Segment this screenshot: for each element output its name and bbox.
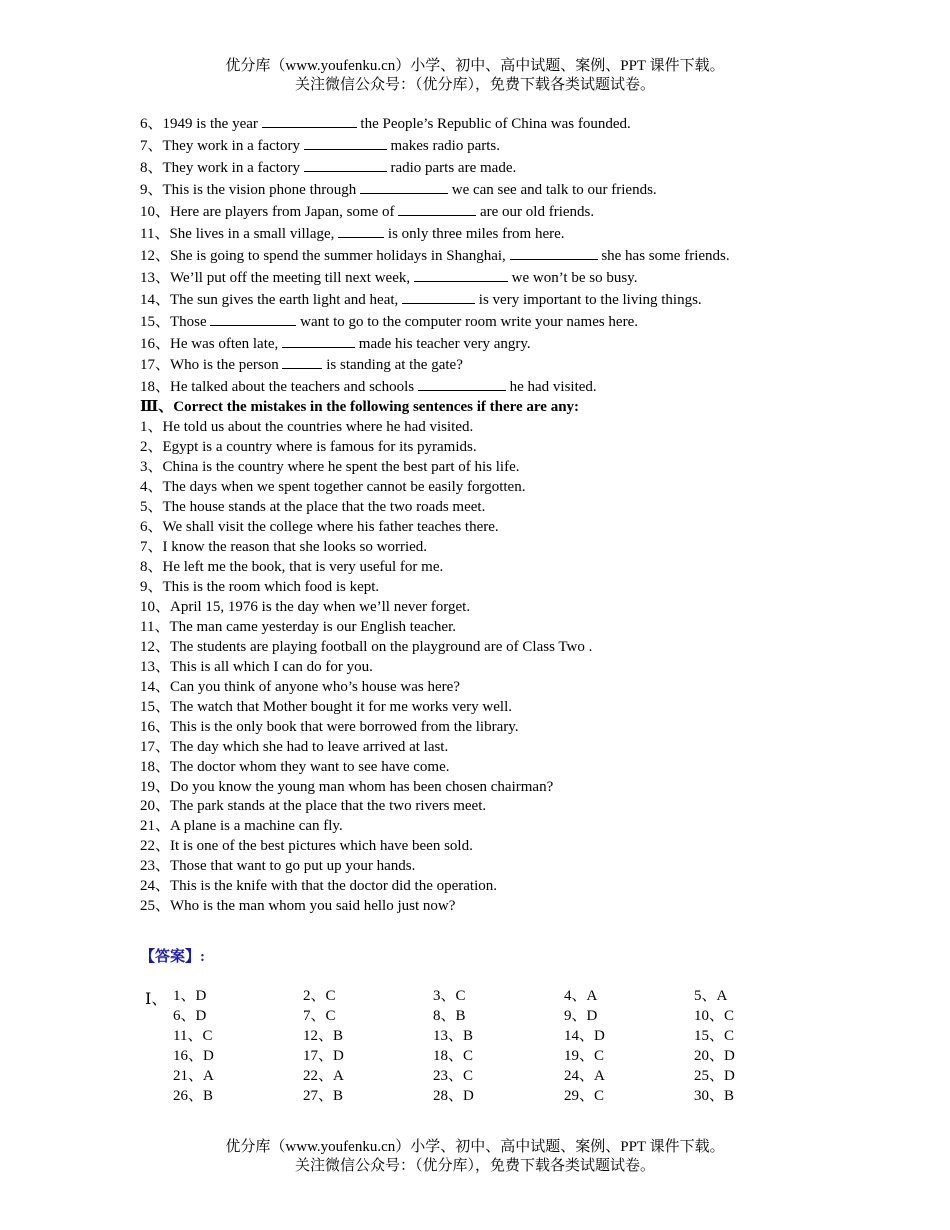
page-header	[0, 57, 950, 95]
answer-cell: 5、A	[694, 988, 728, 1004]
answer-blank	[282, 354, 322, 369]
fill-in-text-after: the People’s Republic of China was founded.	[356, 116, 631, 132]
answer-blank	[338, 223, 384, 238]
answer-cell: 27、B	[303, 1088, 344, 1104]
correction-item: 17、The day which she had to leave arrived at last.	[140, 738, 449, 755]
fill-in-text-after: are our old friends.	[476, 203, 595, 220]
fill-in-item	[140, 311, 840, 333]
fill-in-text-before: 6、1949 is the year	[140, 116, 262, 132]
answer-cell: 12、B	[303, 1028, 344, 1044]
answer-blank	[510, 245, 598, 260]
answer-cell: 13、B	[433, 1028, 474, 1044]
fill-in-text-after: makes radio parts.	[386, 137, 501, 154]
fill-in-text-after: is very important to the living things.	[475, 291, 702, 308]
correction-item: 25、Who is the man whom you said hello just now?	[140, 898, 456, 915]
correction-item: 12、The students are playing football on the playground are of Class Two .	[140, 638, 593, 655]
fill-in-text-before: 18、He talked about the teachers and schools	[140, 379, 418, 396]
answer-cell: 6、D	[173, 1008, 207, 1024]
correction-item: 10、April 15, 1976 is the day when we’ll never forget.	[140, 598, 471, 615]
answer-cell: 16、D	[173, 1048, 214, 1064]
correction-item: 8、He left me the book, that is very useful for me.	[140, 559, 444, 576]
answer-cell: 4、A	[564, 988, 598, 1004]
section-3-title: Ⅲ、Correct the mistakes in the following sentences if there are any:	[140, 399, 580, 416]
correction-list	[140, 418, 840, 917]
answer-cell: 1、D	[173, 988, 207, 1004]
correction-item: 19、Do you know the young man whom has been chosen chairman?	[140, 778, 554, 795]
answer-blank	[282, 333, 355, 348]
fill-in-text-before: 14、The sun gives the earth light and heat,	[140, 291, 403, 308]
answer-blank	[402, 289, 475, 304]
answer-cell: 9、D	[564, 1008, 598, 1024]
answer-blank	[304, 135, 387, 150]
answer-cell: 24、A	[564, 1068, 605, 1084]
fill-in-text-after: we can see and talk to our friends.	[448, 181, 657, 198]
answers-roman-label: Ⅰ、	[145, 991, 168, 1008]
fill-in-text-after: is standing at the gate?	[322, 357, 463, 374]
correction-item: 11、The man came yesterday is our English teacher.	[140, 618, 457, 635]
fill-in-item	[140, 113, 840, 135]
fill-in-item	[140, 223, 840, 245]
answer-cell: 8、B	[433, 1008, 466, 1024]
correction-item: 7、I know the reason that she looks so worried.	[140, 539, 428, 556]
correction-item: 21、A plane is a machine can fly.	[140, 818, 343, 835]
footer-line-2: 关注微信公众号：（优分库），免费下载各类试题试卷。	[294, 1158, 655, 1174]
correction-item: 5、The house stands at the place that the two roads meet.	[140, 499, 486, 516]
fill-in-text-after: radio parts are made.	[386, 159, 517, 176]
answer-blank	[418, 376, 506, 391]
correction-item: 18、The doctor whom they want to see have come.	[140, 758, 450, 775]
fill-in-text-after: she has some friends.	[597, 247, 730, 264]
fill-in-text-before: 7、They work in a factory	[140, 137, 304, 154]
answer-cell: 14、D	[564, 1028, 605, 1044]
fill-in-text-before: 12、She is going to spend the summer holidays in Shanghai,	[140, 247, 510, 264]
correction-item: 1、He told us about the countries where he had visited.	[140, 419, 474, 436]
fill-in-text-after: made his teacher very angry.	[355, 335, 531, 352]
answer-cell: 21、A	[173, 1068, 214, 1084]
fill-in-text-after: we won’t be so busy.	[507, 269, 638, 286]
correction-item: 20、The park stands at the place that the two rivers meet.	[140, 798, 487, 815]
correction-item: 13、This is all which I can do for you.	[140, 658, 373, 675]
fill-in-item	[140, 289, 840, 311]
correction-item: 2、Egypt is a country where is famous for its pyramids.	[140, 439, 477, 456]
fill-in-text-before: 11、She lives in a small village,	[140, 225, 339, 242]
answers-title: 【答案】:	[140, 949, 205, 965]
fill-in-item	[140, 333, 840, 355]
fill-in-item	[140, 267, 840, 289]
answer-blank	[398, 201, 476, 216]
answer-cell: 15、C	[694, 1028, 735, 1044]
correction-item: 14、Can you think of anyone who’s house was here?	[140, 678, 460, 695]
fill-in-text-before: 10、Here are players from Japan, some of	[140, 203, 399, 220]
answer-cell: 23、C	[433, 1068, 474, 1084]
answer-cell: 18、C	[433, 1048, 474, 1064]
answer-blank	[360, 179, 448, 194]
fill-in-list	[140, 113, 840, 398]
footer-line-1: 优分库（www.youfenku.cn）小学、初中、高中试题、案例、PPT 课件下载。	[225, 1139, 725, 1155]
answer-cell: 7、C	[303, 1008, 336, 1024]
fill-in-item	[140, 201, 840, 223]
answer-cell: 22、A	[303, 1068, 344, 1084]
correction-item: 9、This is the room which food is kept.	[140, 578, 380, 595]
fill-in-text-before: 17、Who is the person	[140, 357, 283, 374]
correction-item: 22、It is one of the best pictures which have been sold.	[140, 838, 473, 855]
answer-cell: 19、C	[564, 1048, 605, 1064]
fill-in-item	[140, 354, 840, 376]
answer-cell: 29、C	[564, 1088, 605, 1104]
fill-in-text-before: 9、This is the vision phone through	[140, 181, 360, 198]
fill-in-item	[140, 157, 840, 179]
answer-cell: 11、C	[173, 1028, 213, 1044]
correction-item: 23、Those that want to go put up your hands.	[140, 858, 416, 875]
answer-cell: 25、D	[694, 1068, 735, 1084]
page-footer	[0, 1138, 950, 1176]
answer-cell: 10、C	[694, 1008, 735, 1024]
answer-cell: 26、B	[173, 1088, 214, 1104]
answer-blank	[210, 311, 296, 326]
correction-item: 3、China is the country where he spent the best part of his life.	[140, 459, 520, 476]
answer-blank	[414, 267, 508, 282]
answer-blank	[262, 113, 357, 128]
fill-in-text-after: he had visited.	[505, 379, 597, 396]
answer-cell: 2、C	[303, 988, 336, 1004]
header-line-2: 关注微信公众号：（优分库），免费下载各类试题试卷。	[294, 77, 655, 93]
correction-item: 16、This is the only book that were borrowed from the library.	[140, 718, 519, 735]
fill-in-text-before: 15、Those	[140, 313, 211, 330]
fill-in-item	[140, 179, 840, 201]
correction-item: 15、The watch that Mother bought it for me works very well.	[140, 698, 512, 715]
fill-in-item	[140, 376, 840, 398]
correction-item: 24、This is the knife with that the doctor did the operation.	[140, 878, 498, 895]
fill-in-item	[140, 135, 840, 157]
answer-cell: 3、C	[433, 988, 466, 1004]
exercise-content	[140, 113, 840, 917]
answer-cell: 30、B	[694, 1088, 735, 1104]
correction-item: 4、The days when we spent together cannot be easily forgotten.	[140, 479, 526, 496]
answer-cell: 20、D	[694, 1048, 735, 1064]
answer-cell: 28、D	[433, 1088, 474, 1104]
fill-in-item	[140, 245, 840, 267]
fill-in-text-before: 13、We’ll put off the meeting till next week,	[140, 269, 414, 286]
correction-item: 6、We shall visit the college where his father teaches there.	[140, 519, 499, 536]
answer-cell: 17、D	[303, 1048, 344, 1064]
header-line-1: 优分库（www.youfenku.cn）小学、初中、高中试题、案例、PPT 课件下载。	[225, 58, 725, 74]
fill-in-text-before: 16、He was often late,	[140, 335, 283, 352]
fill-in-text-before: 8、They work in a factory	[140, 159, 304, 176]
fill-in-text-after: is only three miles from here.	[384, 225, 565, 242]
fill-in-text-after: want to go to the computer room write your names here.	[296, 313, 638, 330]
answer-blank	[304, 157, 387, 172]
